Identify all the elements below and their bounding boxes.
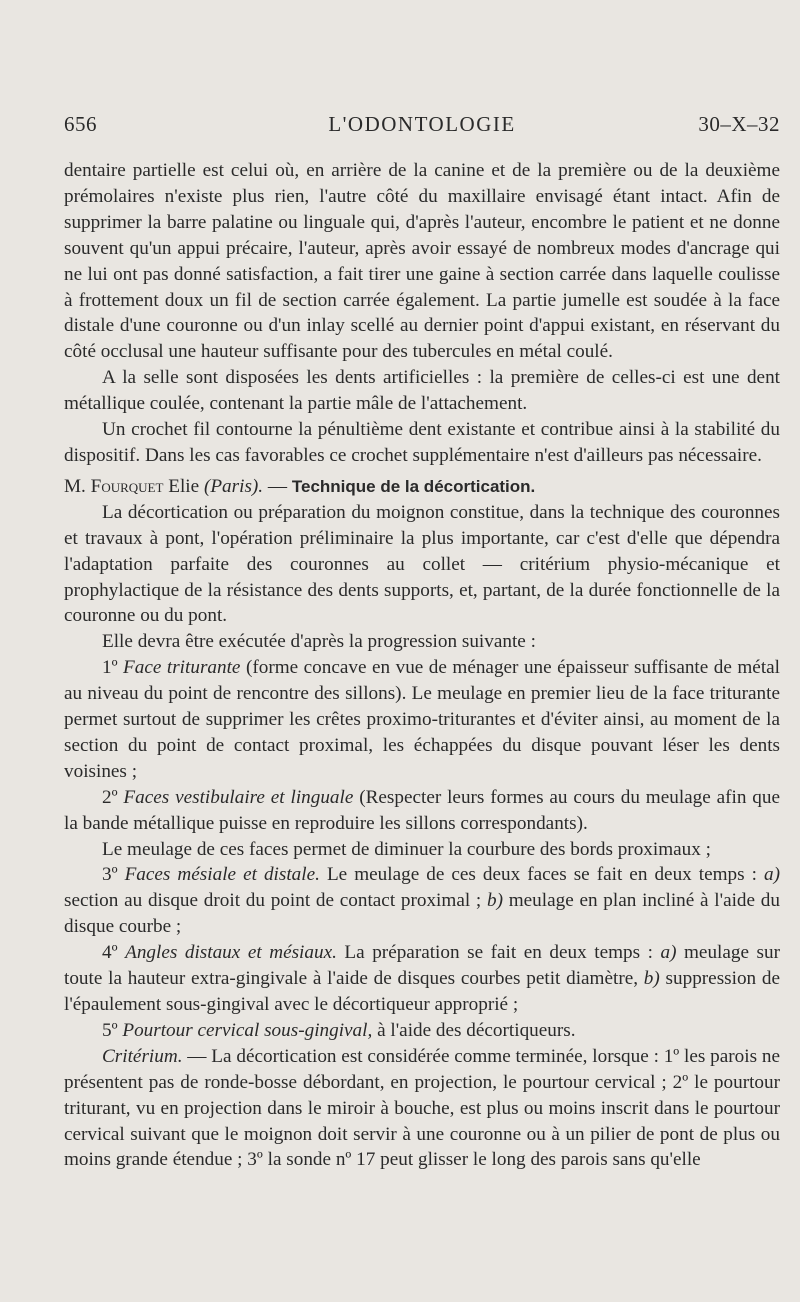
author-firstname: Elie bbox=[163, 475, 204, 497]
author-city: (Paris). bbox=[203, 475, 264, 497]
running-header bbox=[64, 112, 780, 146]
list-item: 2º Faces vestibulaire et linguale (Respecter leurs formes au cours du meulage afin que la bande métallique puisse en reproduire les sillons correspondants). bbox=[64, 786, 781, 834]
paragraph: Le meulage de ces faces permet de diminuer la courbure des bords proximaux ; bbox=[102, 838, 711, 860]
paragraph: La décortication ou préparation du moignon constitue, dans la technique des couronnes et travaux à pont, l'opération préliminaire la plus importante, car c'est d'elle que dépendra l'adaptation parfaite des couronnes au collet — critérium physio-mécanique et prophylactique de la résistance des dents supports, et, partant, de la durée fonctionnelle de la couronne ou du pont. bbox=[64, 501, 780, 627]
section-heading: Technique de la décortication. bbox=[291, 476, 536, 496]
list-item: 3º Faces mésiale et distale. Le meulage de ces deux faces se fait en deux temps : a) section au disque droit du point de contact proximal ; b) meulage en plan incliné à l'aide du disque courbe ; bbox=[64, 864, 781, 938]
issue-date: 30–X–32 bbox=[698, 112, 780, 136]
article-body bbox=[64, 158, 780, 1173]
author-line: M. Fourquet Elie (Paris). — Technique de la décortication. bbox=[64, 475, 536, 497]
list-item: 5º Pourtour cervical sous-gingival, à l'aide des décortiqueurs. bbox=[102, 1019, 576, 1041]
list-item: 1º Face triturante (forme concave en vue de ménager une épaisseur suffisante de métal au niveau du point de rencontre des sillons). Le meulage en premier lieu de la face triturante permet surtout de supprimer les crêtes proximo-triturantes et d'éviter ainsi, au moment de la section du point de contact proximal, les échappées du disque pouvant léser les dents voisines ; bbox=[64, 657, 780, 782]
paragraph: A la selle sont disposées les dents artificielles : la première de celles-ci est une dent métallique coulée, contenant la partie mâle de l'attachement. bbox=[64, 367, 780, 415]
journal-title: L'ODONTOLOGIE bbox=[328, 112, 516, 136]
paragraph: dentaire partielle est celui où, en arrière de la canine et de la première ou de la deuxième prémolaires n'existe plus rien, l'autre côté du maxillaire envisagé étant intact. Afin de supprimer la barre palatine ou linguale qui, d'après l'auteur, encombre le patient et ne donne souvent qu'un appui précaire, l'auteur, après avoir essayé de nombreux modes d'ancrage qui ne lui ont pas donné satisfaction, a fait tirer une gaine à section carrée dans laquelle coulisse à frottement doux un fil de section carrée également. La partie jumelle est soudée à la face distale d'une couronne ou d'un inlay scellé au dernier point d'appui existant, en réservant du côté occlusal une hauteur suffisante pour des tubercules en métal coulé. bbox=[64, 160, 780, 363]
list-item: 4º Angles distaux et mésiaux. La préparation se fait en deux temps : a) meulage sur toute la hauteur extra-gingivale à l'aide de disques courbes petit diamètre, b) suppression de l'épaulement sous-gingival avec le décortiqueur approprié ; bbox=[64, 942, 781, 1015]
paragraph: Elle devra être exécutée d'après la progression suivante : bbox=[102, 631, 536, 653]
paragraph: Un crochet fil contourne la pénultième dent existante et contribue ainsi à la stabilité du dispositif. Dans les cas favorables ce crochet supplémentaire n'est d'ailleurs pas nécessaire. bbox=[64, 419, 780, 466]
paragraph: Critérium. — La décortication est considérée comme terminée, lorsque : 1º les parois ne présentent pas de ronde-bosse débordant, en projection, le pourtour cervical ; 2º le pourtour triturant, vu en projection dans le miroir à bouche, est plus ou moins inscrit dans le pourtour cervical suivant que le moignon doit servir à une couronne ou à un pilier de pont de plus ou moins grande étendue ; 3º la sonde nº 17 peut glisser le long des parois sans qu'elle bbox=[64, 1045, 780, 1171]
page-number: 656 bbox=[64, 112, 97, 136]
author-surname: Fourquet bbox=[90, 475, 164, 497]
